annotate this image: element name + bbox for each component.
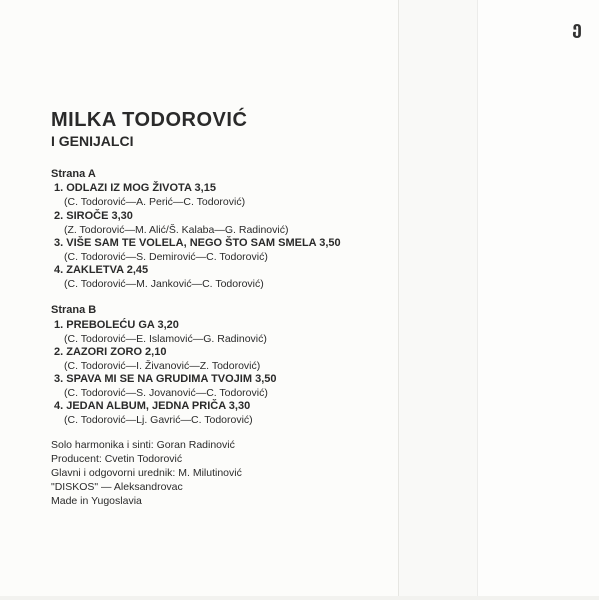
credit-line-origin: Made in Yugoslavia	[51, 495, 142, 507]
group-subtitle: I GENIJALCI	[51, 133, 134, 149]
side-b-track-1-title: 1. PREBOLEĆU GA 3,20	[54, 319, 179, 331]
side-a-track-2-title: 2. SIROČE 3,30	[54, 210, 133, 222]
credit-line-editor: Glavni i odgovorni urednik: M. Milutinović	[51, 467, 242, 479]
side-b-track-4-title: 4. JEDAN ALBUM, JEDNA PRIČA 3,30	[54, 400, 251, 412]
side-a-label: Strana A	[51, 168, 96, 180]
artist-title: MILKA TODOROVIĆ	[51, 109, 248, 131]
side-a-track-1-title: 1. ODLAZI IZ MOG ŽIVOTA 3,15	[54, 182, 216, 194]
side-b-track-4-credit: (C. Todorović—Lj. Gavrić—C. Todorović)	[64, 414, 253, 426]
side-b-track-2-title: 2. ZAZORI ZORO 2,10	[54, 346, 167, 358]
flap-panel	[478, 0, 599, 600]
side-b-track-1-credit: (C. Todorović—E. Islamović—G. Radinović)	[64, 333, 267, 345]
credit-line-label: "DISKOS" — Aleksandrovac	[51, 481, 183, 493]
side-b-track-2-credit: (C. Todorović—I. Živanović—Z. Todorović)	[64, 360, 261, 372]
side-a-track-2-credit: (Z. Todorović—M. Alić/Š. Kalaba—G. Radinović)	[64, 224, 289, 236]
side-a-track-4-credit: (C. Todorović—M. Janković—C. Todorović)	[64, 278, 264, 290]
spine-panel	[399, 0, 477, 600]
credit-line-solo: Solo harmonika i sinti: Goran Radinović	[51, 439, 235, 451]
side-b-track-3-title: 3. SPAVA MI SE NA GRUDIMA TVOJIM 3,50	[54, 373, 277, 385]
edge-mark: ე	[572, 18, 582, 38]
side-a-track-3-credit: (C. Todorović—S. Demirović—C. Todorović)	[64, 251, 268, 263]
bottom-edge	[0, 596, 599, 600]
side-a-track-3-title: 3. VIŠE SAM TE VOLELA, NEGO ŠTO SAM SMELA 3,50	[54, 237, 341, 249]
side-b-track-3-credit: (C. Todorović—S. Jovanović—C. Todorović)	[64, 387, 268, 399]
side-a-track-1-credit: (C. Todorović—A. Perić—C. Todorović)	[64, 196, 246, 208]
side-b-label: Strana B	[51, 304, 97, 316]
credit-line-producer: Producent: Cvetin Todorović	[51, 453, 183, 465]
side-a-track-4-title: 4. ZAKLETVA 2,45	[54, 264, 149, 276]
